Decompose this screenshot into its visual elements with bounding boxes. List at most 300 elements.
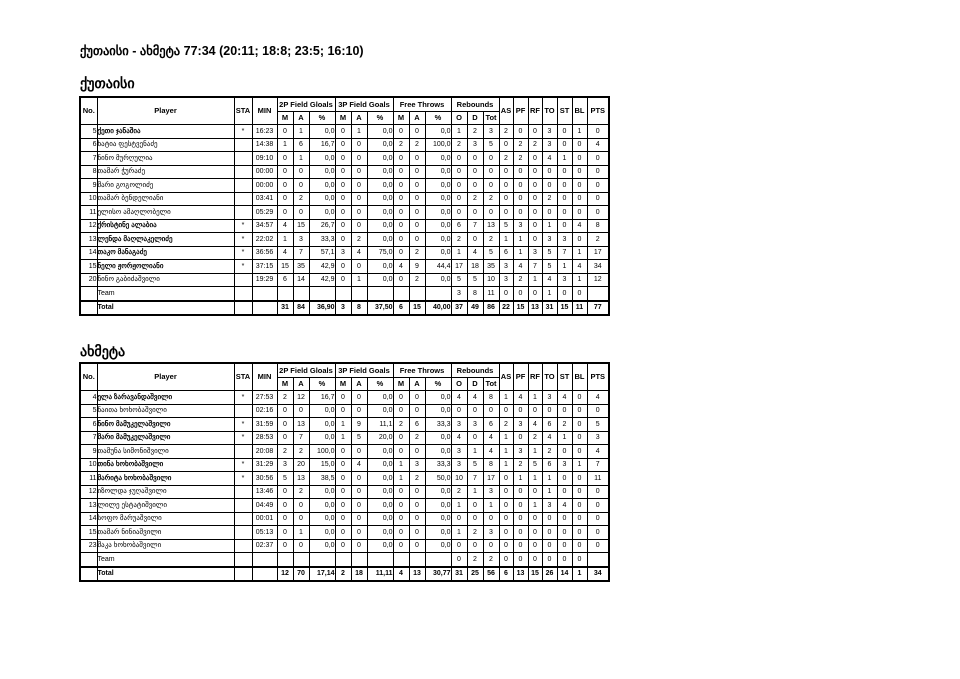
column-header-pf: PF xyxy=(513,97,528,125)
total-rf: 15 xyxy=(528,567,542,582)
player-name: ელა ზარავანდაშვილი xyxy=(97,391,234,405)
stat-pf: 4 xyxy=(513,391,528,405)
total-m2: 31 xyxy=(277,301,293,316)
stat-pts: 12 xyxy=(587,273,609,287)
stat-mf: 0 xyxy=(393,499,409,513)
stat-d: 1 xyxy=(467,485,483,499)
stat-to: 1 xyxy=(542,287,557,301)
stat-m2: 4 xyxy=(277,219,293,233)
column-header-st: ST xyxy=(557,97,572,125)
starter-mark xyxy=(234,445,252,459)
stat-a3: 0 xyxy=(351,219,367,233)
stat-m3: 1 xyxy=(335,431,351,445)
empty-cell xyxy=(80,287,97,301)
stat-rf: 1 xyxy=(528,472,542,486)
stat-pf: 0 xyxy=(513,125,528,139)
stat-to: 2 xyxy=(542,445,557,459)
stat-tot: 3 xyxy=(483,125,499,139)
column-header-reb: Rebounds xyxy=(451,97,499,111)
stat-m3: 0 xyxy=(335,138,351,152)
starter-mark: * xyxy=(234,472,252,486)
stat-p3: 0,0 xyxy=(367,125,393,139)
stat-st: 0 xyxy=(557,192,572,206)
empty-cell xyxy=(277,553,293,567)
empty-cell xyxy=(234,553,252,567)
stat-bl: 0 xyxy=(572,287,587,301)
stat-m3: 0 xyxy=(335,165,351,179)
player-row xyxy=(80,431,609,445)
stat-tot: 13 xyxy=(483,219,499,233)
subheader-tot: Tot xyxy=(483,377,499,391)
minutes: 05:29 xyxy=(252,206,277,220)
stat-bl: 0 xyxy=(572,512,587,526)
stat-d: 2 xyxy=(467,553,483,567)
stat-d: 0 xyxy=(467,512,483,526)
stat-to: 1 xyxy=(542,219,557,233)
stat-p2: 0,0 xyxy=(309,125,335,139)
stat-pf: 0 xyxy=(513,539,528,553)
stat-bl: 0 xyxy=(572,165,587,179)
player-number: 14 xyxy=(80,512,97,526)
stat-tot: 11 xyxy=(483,287,499,301)
stat-st: 0 xyxy=(557,179,572,193)
total-pf: 13 xyxy=(513,567,528,582)
stat-mf: 0 xyxy=(393,152,409,166)
stat-rf: 4 xyxy=(528,418,542,432)
stat-a3: 4 xyxy=(351,246,367,260)
player-number: 5 xyxy=(80,125,97,139)
total-as: 22 xyxy=(499,301,513,316)
starter-mark xyxy=(234,499,252,513)
subheader-m: M xyxy=(277,111,293,125)
stat-pf: 0 xyxy=(513,179,528,193)
minutes: 00:01 xyxy=(252,512,277,526)
stat-af: 2 xyxy=(409,472,425,486)
player-row xyxy=(80,418,609,432)
stat-m3: 0 xyxy=(335,512,351,526)
stat-m2: 0 xyxy=(277,125,293,139)
stat-tot: 6 xyxy=(483,418,499,432)
stat-rf: 3 xyxy=(528,246,542,260)
player-row xyxy=(80,391,609,405)
stat-a3: 0 xyxy=(351,472,367,486)
stat-bl: 0 xyxy=(572,179,587,193)
player-row xyxy=(80,458,609,472)
stat-o: 2 xyxy=(451,233,467,247)
total-d: 25 xyxy=(467,567,483,582)
stat-d: 4 xyxy=(467,246,483,260)
stat-pf: 0 xyxy=(513,526,528,540)
total-o: 37 xyxy=(451,301,467,316)
minutes: 09:10 xyxy=(252,152,277,166)
stat-bl: 0 xyxy=(572,472,587,486)
player-row xyxy=(80,485,609,499)
stat-m2: 1 xyxy=(277,138,293,152)
stat-m2: 5 xyxy=(277,472,293,486)
stat-rf: 5 xyxy=(528,458,542,472)
empty-cell xyxy=(409,553,425,567)
stat-p2: 33,3 xyxy=(309,233,335,247)
stat-pts: 0 xyxy=(587,152,609,166)
stat-pf: 0,0 xyxy=(425,431,451,445)
stat-pf: 3 xyxy=(513,418,528,432)
stat-pf: 50,0 xyxy=(425,472,451,486)
stat-af: 0 xyxy=(409,125,425,139)
stat-p2: 42,9 xyxy=(309,260,335,274)
stat-pf: 1 xyxy=(513,233,528,247)
stat-d: 7 xyxy=(467,219,483,233)
stat-a2: 12 xyxy=(293,391,309,405)
stat-mf: 0 xyxy=(393,431,409,445)
total-pf: 30,77 xyxy=(425,567,451,582)
minutes: 27:53 xyxy=(252,391,277,405)
stat-p2: 0,0 xyxy=(309,165,335,179)
stat-p3: 0,0 xyxy=(367,526,393,540)
stat-as: 6 xyxy=(499,246,513,260)
stat-as: 0 xyxy=(499,472,513,486)
subheader-a: A xyxy=(409,111,425,125)
stat-af: 6 xyxy=(409,418,425,432)
empty-cell xyxy=(252,301,277,316)
stat-m3: 0 xyxy=(335,391,351,405)
total-m3: 2 xyxy=(335,567,351,582)
starter-mark xyxy=(234,179,252,193)
starter-mark: * xyxy=(234,260,252,274)
player-row xyxy=(80,445,609,459)
player-number: 10 xyxy=(80,458,97,472)
starter-mark xyxy=(234,192,252,206)
stat-p3: 0,0 xyxy=(367,233,393,247)
stat-to: 0 xyxy=(542,165,557,179)
stat-p2: 16,7 xyxy=(309,138,335,152)
subheader-o: O xyxy=(451,111,467,125)
stat-pts: 0 xyxy=(587,125,609,139)
stat-pf: 0,0 xyxy=(425,391,451,405)
player-row xyxy=(80,192,609,206)
stat-pf: 0,0 xyxy=(425,485,451,499)
stat-to: 0 xyxy=(542,179,557,193)
stat-rf: 7 xyxy=(528,260,542,274)
stat-st: 7 xyxy=(557,246,572,260)
subheader-d: D xyxy=(467,111,483,125)
player-name: ხატია ფესტვენაძე xyxy=(97,138,234,152)
stat-as: 5 xyxy=(499,219,513,233)
stat-as: 3 xyxy=(499,273,513,287)
team-row-label: Team xyxy=(97,553,234,567)
stat-bl: 1 xyxy=(572,246,587,260)
stat-o: 3 xyxy=(451,458,467,472)
minutes: 34:57 xyxy=(252,219,277,233)
stat-pf: 2 xyxy=(513,152,528,166)
subheader-pct: % xyxy=(309,111,335,125)
stat-pf: 0 xyxy=(513,206,528,220)
stat-pts: 17 xyxy=(587,246,609,260)
stat-st: 3 xyxy=(557,233,572,247)
stat-d: 8 xyxy=(467,287,483,301)
stat-bl: 0 xyxy=(572,192,587,206)
total-rf: 13 xyxy=(528,301,542,316)
stat-p2: 0,0 xyxy=(309,192,335,206)
stat-o: 3 xyxy=(451,445,467,459)
empty-cell xyxy=(409,287,425,301)
stat-d: 2 xyxy=(467,125,483,139)
minutes: 20:08 xyxy=(252,445,277,459)
total-bl: 1 xyxy=(572,567,587,582)
empty-cell xyxy=(309,287,335,301)
player-number: 9 xyxy=(80,179,97,193)
stat-pf: 33,3 xyxy=(425,418,451,432)
total-st: 15 xyxy=(557,301,572,316)
stat-m3: 0 xyxy=(335,152,351,166)
player-number: 8 xyxy=(80,165,97,179)
minutes: 03:41 xyxy=(252,192,277,206)
stat-pf: 0 xyxy=(513,192,528,206)
column-header-to: TO xyxy=(542,97,557,125)
column-header-pf: PF xyxy=(513,363,528,391)
stat-d: 0 xyxy=(467,206,483,220)
stat-o: 1 xyxy=(451,499,467,513)
column-header-player: Player xyxy=(97,363,234,391)
stat-d: 0 xyxy=(467,165,483,179)
subheader-pct: % xyxy=(425,111,451,125)
stat-a2: 20 xyxy=(293,458,309,472)
stat-p3: 0,0 xyxy=(367,499,393,513)
stat-pf: 44,4 xyxy=(425,260,451,274)
stat-pts: 7 xyxy=(587,458,609,472)
column-header-reb: Rebounds xyxy=(451,363,499,377)
stat-st: 0 xyxy=(557,125,572,139)
player-name: ელისო ამაღლობელი xyxy=(97,206,234,220)
stat-o: 0 xyxy=(451,553,467,567)
stat-p2: 0,0 xyxy=(309,206,335,220)
stat-tot: 0 xyxy=(483,512,499,526)
stat-rf: 0 xyxy=(528,206,542,220)
stat-d: 0 xyxy=(467,152,483,166)
column-header-no: No. xyxy=(80,363,97,391)
stat-bl: 1 xyxy=(572,125,587,139)
player-row xyxy=(80,179,609,193)
stat-af: 0 xyxy=(409,404,425,418)
player-number: 11 xyxy=(80,472,97,486)
stat-m3: 0 xyxy=(335,273,351,287)
stat-a2: 13 xyxy=(293,418,309,432)
stat-bl: 0 xyxy=(572,152,587,166)
player-row xyxy=(80,273,609,287)
stat-a2: 1 xyxy=(293,526,309,540)
stat-rf: 2 xyxy=(528,431,542,445)
total-a3: 8 xyxy=(351,301,367,316)
stat-tot: 0 xyxy=(483,165,499,179)
stat-a3: 0 xyxy=(351,165,367,179)
stat-m3: 0 xyxy=(335,179,351,193)
stat-m3: 3 xyxy=(335,246,351,260)
stat-m3: 0 xyxy=(335,526,351,540)
stat-tot: 1 xyxy=(483,499,499,513)
stat-p3: 11,1 xyxy=(367,418,393,432)
stat-st: 4 xyxy=(557,499,572,513)
player-row xyxy=(80,165,609,179)
player-row xyxy=(80,219,609,233)
stat-af: 0 xyxy=(409,391,425,405)
starter-mark: * xyxy=(234,458,252,472)
stat-bl: 0 xyxy=(572,391,587,405)
minutes: 14:38 xyxy=(252,138,277,152)
header-row xyxy=(80,363,609,377)
empty-cell xyxy=(425,553,451,567)
stat-o: 1 xyxy=(451,246,467,260)
stat-pf: 0 xyxy=(513,485,528,499)
stat-a3: 0 xyxy=(351,391,367,405)
stat-as: 0 xyxy=(499,287,513,301)
stat-p3: 75,0 xyxy=(367,246,393,260)
total-p2: 36,90 xyxy=(309,301,335,316)
stat-af: 0 xyxy=(409,539,425,553)
stat-rf: 0 xyxy=(528,287,542,301)
stat-tot: 4 xyxy=(483,445,499,459)
stat-p2: 0,0 xyxy=(309,512,335,526)
total-m3: 3 xyxy=(335,301,351,316)
stat-d: 0 xyxy=(467,499,483,513)
stat-pf: 2 xyxy=(513,138,528,152)
stat-m2: 1 xyxy=(277,233,293,247)
player-number: 6 xyxy=(80,138,97,152)
stat-m2: 0 xyxy=(277,431,293,445)
stat-m3: 0 xyxy=(335,260,351,274)
stat-a3: 0 xyxy=(351,179,367,193)
stat-tot: 8 xyxy=(483,391,499,405)
column-header-as: AS xyxy=(499,363,513,391)
starter-mark: * xyxy=(234,246,252,260)
stat-o: 6 xyxy=(451,219,467,233)
starter-mark xyxy=(234,526,252,540)
stat-as: 1 xyxy=(499,458,513,472)
stat-pf: 1 xyxy=(513,472,528,486)
stat-m2: 0 xyxy=(277,539,293,553)
stat-tot: 2 xyxy=(483,553,499,567)
stat-mf: 0 xyxy=(393,485,409,499)
stat-mf: 0 xyxy=(393,192,409,206)
stat-pf: 2 xyxy=(513,273,528,287)
column-header-player: Player xyxy=(97,97,234,125)
stat-p3: 20,0 xyxy=(367,431,393,445)
stat-p3: 0,0 xyxy=(367,485,393,499)
stat-st: 0 xyxy=(557,404,572,418)
stat-p3: 0,0 xyxy=(367,138,393,152)
stat-d: 5 xyxy=(467,273,483,287)
subheader-tot: Tot xyxy=(483,111,499,125)
subheader-a: A xyxy=(293,111,309,125)
stat-st: 1 xyxy=(557,260,572,274)
stat-p3: 0,0 xyxy=(367,260,393,274)
stat-mf: 0 xyxy=(393,125,409,139)
stat-m3: 0 xyxy=(335,192,351,206)
minutes: 16:23 xyxy=(252,125,277,139)
player-name: თინა ხოხობაშვილი xyxy=(97,458,234,472)
stat-p3: 0,0 xyxy=(367,539,393,553)
stat-mf: 0 xyxy=(393,246,409,260)
stat-o: 0 xyxy=(451,206,467,220)
stat-as: 2 xyxy=(499,418,513,432)
stat-p3: 0,0 xyxy=(367,445,393,459)
stat-a2: 3 xyxy=(293,233,309,247)
stat-as: 3 xyxy=(499,260,513,274)
player-row xyxy=(80,152,609,166)
stat-p2: 38,5 xyxy=(309,472,335,486)
player-name: ნელი ჟორჟოლიანი xyxy=(97,260,234,274)
minutes: 22:02 xyxy=(252,233,277,247)
column-header-min: MIN xyxy=(252,363,277,391)
stat-m3: 1 xyxy=(335,418,351,432)
team-row xyxy=(80,287,609,301)
total-row-label: Total xyxy=(97,567,234,582)
stat-a2: 0 xyxy=(293,499,309,513)
total-a3: 18 xyxy=(351,567,367,582)
player-name: ლენდა მაღლაკელიძე xyxy=(97,233,234,247)
total-pf: 15 xyxy=(513,301,528,316)
stat-to: 1 xyxy=(542,485,557,499)
player-number: 12 xyxy=(80,485,97,499)
stat-st: 0 xyxy=(557,526,572,540)
stat-m2: 0 xyxy=(277,485,293,499)
stat-pts: 34 xyxy=(587,260,609,274)
total-a2: 84 xyxy=(293,301,309,316)
stat-d: 0 xyxy=(467,404,483,418)
stat-a2: 0 xyxy=(293,512,309,526)
stat-m3: 0 xyxy=(335,458,351,472)
stat-a2: 0 xyxy=(293,404,309,418)
stat-pf: 0,0 xyxy=(425,165,451,179)
stat-p3: 0,0 xyxy=(367,152,393,166)
stat-a2: 7 xyxy=(293,431,309,445)
stat-d: 3 xyxy=(467,138,483,152)
stat-a2: 1 xyxy=(293,125,309,139)
stat-d: 3 xyxy=(467,418,483,432)
empty-cell xyxy=(335,287,351,301)
stat-to: 3 xyxy=(542,499,557,513)
stat-as: 0 xyxy=(499,553,513,567)
stat-tot: 5 xyxy=(483,138,499,152)
stat-o: 5 xyxy=(451,273,467,287)
stat-af: 0 xyxy=(409,192,425,206)
stat-pts: 0 xyxy=(587,526,609,540)
stat-m2: 3 xyxy=(277,458,293,472)
stat-bl: 0 xyxy=(572,445,587,459)
empty-cell xyxy=(587,287,609,301)
stat-mf: 0 xyxy=(393,273,409,287)
stat-to: 0 xyxy=(542,512,557,526)
subheader-m: M xyxy=(393,111,409,125)
stat-as: 0 xyxy=(499,526,513,540)
stat-to: 2 xyxy=(542,192,557,206)
stat-d: 2 xyxy=(467,192,483,206)
stat-as: 1 xyxy=(499,445,513,459)
stat-st: 2 xyxy=(557,418,572,432)
stat-p2: 0,0 xyxy=(309,431,335,445)
stat-pf: 0,0 xyxy=(425,125,451,139)
starter-mark: * xyxy=(234,125,252,139)
total-p2: 17,14 xyxy=(309,567,335,582)
stat-bl: 0 xyxy=(572,539,587,553)
stat-o: 3 xyxy=(451,418,467,432)
player-number: 4 xyxy=(80,391,97,405)
stat-o: 0 xyxy=(451,192,467,206)
stat-af: 0 xyxy=(409,233,425,247)
total-bl: 11 xyxy=(572,301,587,316)
starter-mark: * xyxy=(234,431,252,445)
total-row-label: Total xyxy=(97,301,234,316)
stat-d: 5 xyxy=(467,458,483,472)
stat-pts: 0 xyxy=(587,485,609,499)
